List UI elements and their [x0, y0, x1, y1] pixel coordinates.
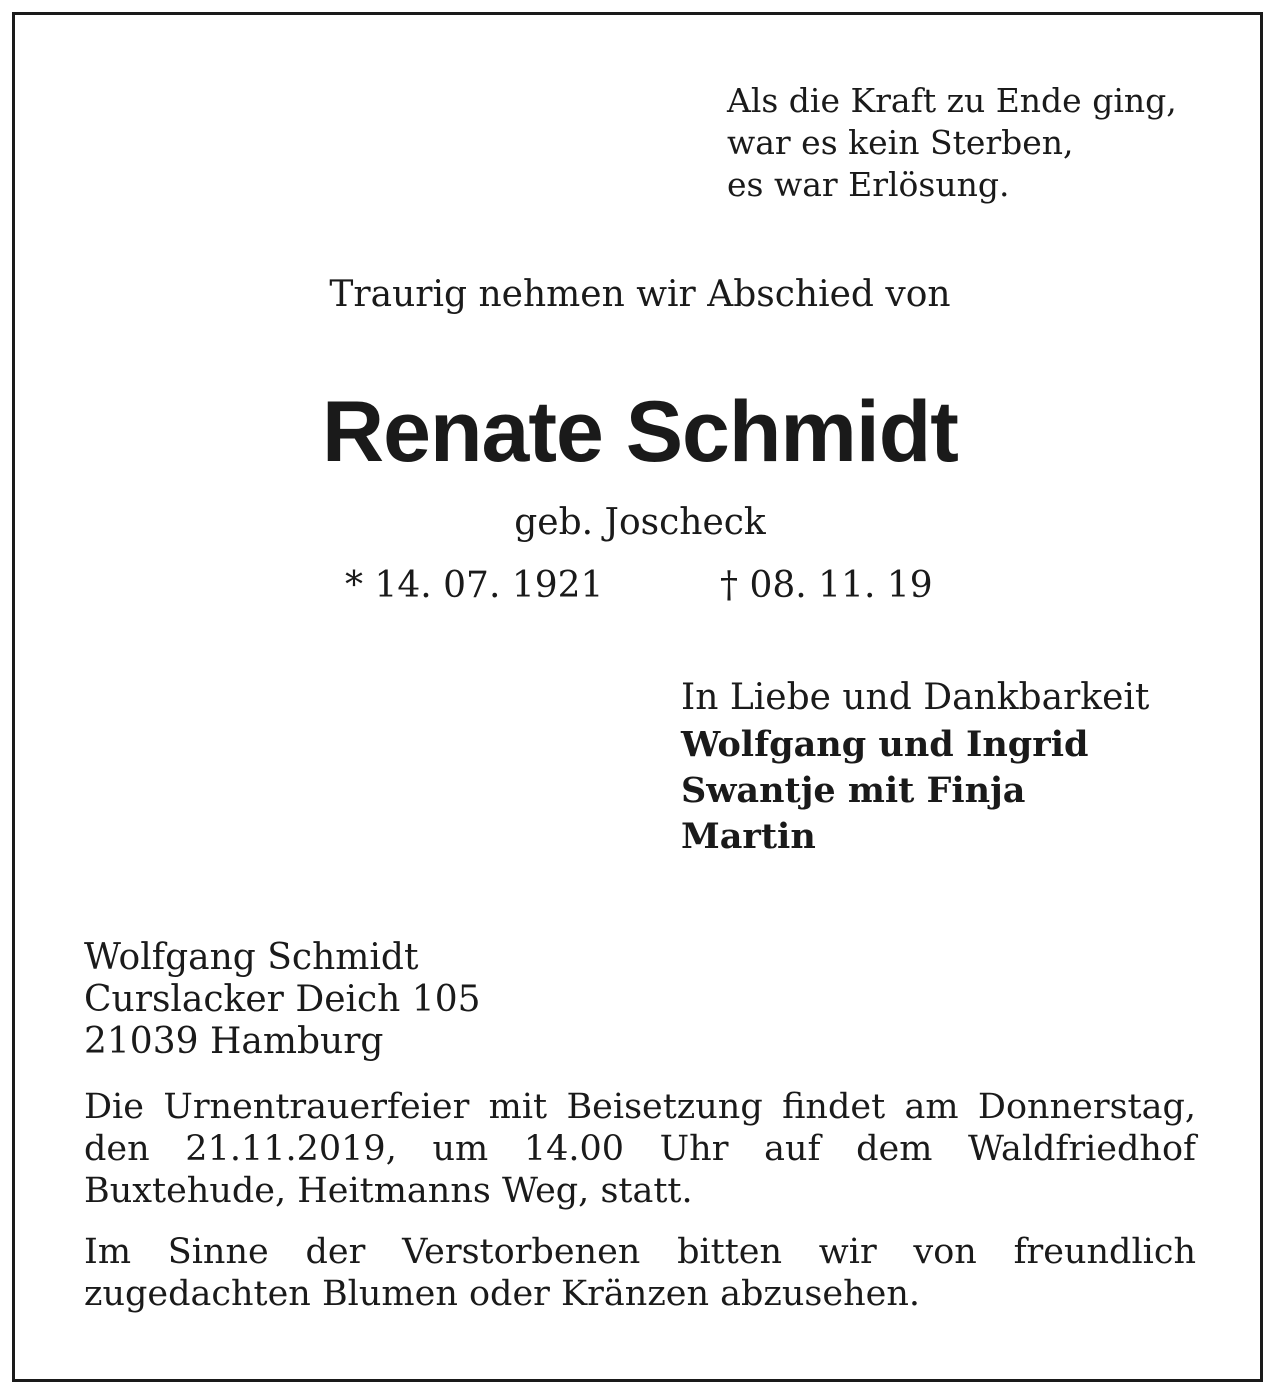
address-block — [84, 937, 784, 1063]
poem-line: Als die Kraft zu Ende ging, — [727, 81, 1177, 120]
death-date: † 08. 11. 19 — [720, 565, 933, 606]
flowers-notice: Im Sinne der Verstorbenen bitten wir von freundlich zugedachten Blumen oder Kränzen abzusehen. — [84, 1232, 1196, 1314]
mourners-lead: In Liebe und Dankbarkeit — [681, 677, 1150, 718]
address-line: 21039 Hamburg — [84, 1021, 384, 1062]
mourner-name: Martin — [681, 816, 816, 857]
birth-date: * 14. 07. 1921 — [345, 565, 604, 606]
mourners-block — [681, 674, 1241, 860]
address-line: Curslacker Deich 105 — [84, 979, 481, 1020]
funeral-notice: Die Urnentrauerfeier mit Beisetzung findet am Donnerstag, den 21.11.2019, um 14.00 Uhr auf dem Waldfriedhof Buxtehude, Heitmanns Weg, statt. — [84, 1087, 1196, 1211]
intro-text: Traurig nehmen wir Abschied von — [329, 274, 951, 315]
mourner-name: Swantje mit Finja — [681, 770, 1026, 811]
maiden-name: geb. Joscheck — [514, 502, 766, 543]
mourner-name: Wolfgang und Ingrid — [681, 724, 1089, 765]
poem-line: war es kein Sterben, — [727, 123, 1074, 162]
address-line: Wolfgang Schmidt — [84, 937, 419, 978]
poem — [727, 80, 1227, 206]
poem-line: es war Erlösung. — [727, 165, 1010, 204]
deceased-name: Renate Schmidt — [322, 384, 958, 480]
